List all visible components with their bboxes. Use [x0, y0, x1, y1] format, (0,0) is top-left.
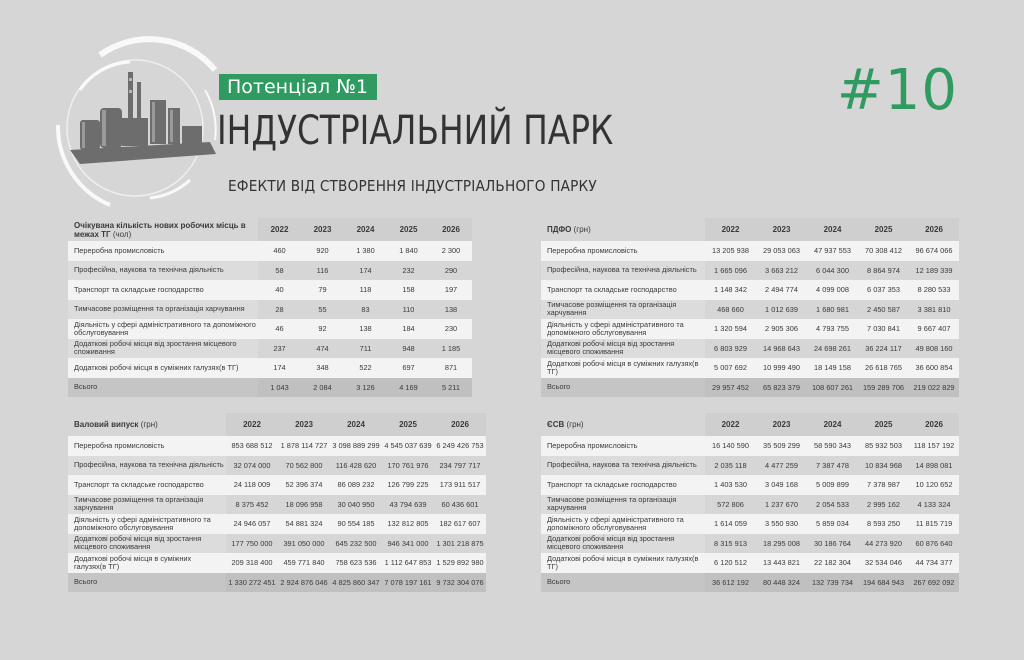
- table-row: [68, 241, 472, 261]
- page-title: ІНДУСТРІАЛЬНИЙ ПАРК: [217, 108, 614, 154]
- cell-value: 391 050 000: [278, 534, 330, 554]
- row-label: Професійна, наукова та технічна діяльність: [541, 456, 705, 476]
- cell-value: 4 545 037 639: [382, 436, 434, 456]
- cell-value: 177 750 000: [226, 534, 278, 554]
- cell-value: 70 562 800: [278, 456, 330, 476]
- year-header: 2024: [807, 218, 858, 241]
- cell-value: 232: [387, 261, 430, 281]
- jobs-table: [68, 218, 472, 397]
- year-header: 2026: [434, 413, 486, 436]
- cell-value: 10 834 968: [858, 456, 909, 476]
- row-label: Тимчасове розміщення та організація харчування: [541, 300, 705, 320]
- row-label: Транспорт та складське господарство: [68, 280, 258, 300]
- cell-value: 55: [301, 300, 344, 320]
- cell-value: 32 074 000: [226, 456, 278, 476]
- cell-value: 40: [258, 280, 301, 300]
- cell-value: 209 318 400: [226, 553, 278, 573]
- cell-value: 1 840: [387, 241, 430, 261]
- row-label: Додаткові робочі місця в суміжних галузях(в ТГ): [541, 358, 705, 378]
- cell-value: 158: [387, 280, 430, 300]
- table-row: [68, 553, 486, 573]
- cell-value: 1 878 114 727: [278, 436, 330, 456]
- total-label: Всього: [68, 573, 226, 593]
- cell-value: 459 771 840: [278, 553, 330, 573]
- table-row: [541, 280, 959, 300]
- cell-value: 3 381 810: [909, 300, 959, 320]
- table-row: [68, 339, 472, 359]
- cell-value: 83: [344, 300, 387, 320]
- cell-value: 14 898 081: [909, 456, 959, 476]
- cell-value: 1 529 892 980: [434, 553, 486, 573]
- row-label: Діяльність у сфері адміністративного та допоміжного обслуговування: [68, 319, 258, 339]
- cell-value: 6 044 300: [807, 261, 858, 281]
- row-label: Переробна промисловість: [541, 436, 705, 456]
- cell-value: 44 734 377: [909, 553, 959, 573]
- year-header: 2025: [382, 413, 434, 436]
- total-value: 2 924 876 046: [278, 573, 330, 593]
- cell-value: 946 341 000: [382, 534, 434, 554]
- table-row: [541, 553, 959, 573]
- esv-table: [541, 413, 959, 592]
- cell-value: 4 133 324: [909, 495, 959, 515]
- table-row: [68, 475, 486, 495]
- table-row: [541, 475, 959, 495]
- cell-value: 230: [430, 319, 472, 339]
- table-row: [68, 436, 486, 456]
- page-subtitle: ЕФЕКТИ ВІД СТВОРЕННЯ ІНДУСТРІАЛЬНОГО ПАРКУ: [228, 177, 597, 195]
- cell-value: 948: [387, 339, 430, 359]
- table-row: [68, 514, 486, 534]
- header-row: [541, 413, 959, 436]
- total-value: 1 043: [258, 378, 301, 398]
- year-header: 2026: [430, 218, 472, 241]
- total-value: 194 684 943: [858, 573, 909, 593]
- table-row: [541, 358, 959, 378]
- year-header: 2023: [756, 218, 807, 241]
- cell-value: 348: [301, 358, 344, 378]
- cell-value: 86 089 232: [330, 475, 382, 495]
- table-row: [541, 339, 959, 359]
- cell-value: 173 911 517: [434, 475, 486, 495]
- table-row: [68, 280, 472, 300]
- table-title-text: ЄСВ: [547, 420, 565, 429]
- cell-value: 170 761 976: [382, 456, 434, 476]
- cell-value: 4 099 008: [807, 280, 858, 300]
- row-label: Транспорт та складське господарство: [541, 280, 705, 300]
- row-label: Додаткові робочі місця від зростання місцевого споживання: [68, 339, 258, 359]
- row-label: Діяльність у сфері адміністративного та допоміжного обслуговування: [541, 514, 705, 534]
- cell-value: 2 054 533: [807, 495, 858, 515]
- year-header: 2025: [387, 218, 430, 241]
- cell-value: 4 477 259: [756, 456, 807, 476]
- cell-value: 36 600 854: [909, 358, 959, 378]
- table-row: [68, 534, 486, 554]
- page-number: #10: [836, 58, 958, 123]
- total-value: 80 448 324: [756, 573, 807, 593]
- cell-value: 30 186 764: [807, 534, 858, 554]
- table-row: [541, 456, 959, 476]
- row-label: Тимчасове розміщення та організація харчування: [68, 300, 258, 320]
- total-value: 29 957 452: [705, 378, 756, 398]
- total-value: 219 022 829: [909, 378, 959, 398]
- cell-value: 10 120 652: [909, 475, 959, 495]
- year-header: 2026: [909, 413, 959, 436]
- cell-value: 116 428 620: [330, 456, 382, 476]
- year-header: 2022: [705, 218, 756, 241]
- cell-value: 5 009 899: [807, 475, 858, 495]
- cell-value: 126 799 225: [382, 475, 434, 495]
- cell-value: 58 590 343: [807, 436, 858, 456]
- cell-value: 60 436 601: [434, 495, 486, 515]
- cell-value: 197: [430, 280, 472, 300]
- table-row: [68, 358, 472, 378]
- cell-value: 1 320 594: [705, 319, 756, 339]
- cell-value: 853 688 512: [226, 436, 278, 456]
- table-row: [541, 436, 959, 456]
- total-value: 3 126: [344, 378, 387, 398]
- cell-value: 14 968 643: [756, 339, 807, 359]
- cell-value: 13 205 938: [705, 241, 756, 261]
- cell-value: 1 380: [344, 241, 387, 261]
- total-value: 132 739 734: [807, 573, 858, 593]
- cell-value: 138: [344, 319, 387, 339]
- row-label: Транспорт та складське господарство: [541, 475, 705, 495]
- cell-value: 118: [344, 280, 387, 300]
- cell-value: 116: [301, 261, 344, 281]
- cell-value: 237: [258, 339, 301, 359]
- table-title-text: Очікувана кількість нових робочих місць в межах ТГ: [74, 220, 246, 239]
- row-label: Додаткові робочі місця в суміжних галузях(в ТГ): [68, 553, 226, 573]
- cell-value: 36 224 117: [858, 339, 909, 359]
- row-label: Додаткові робочі місця в суміжних галузях(в ТГ): [68, 358, 258, 378]
- cell-value: 2 035 118: [705, 456, 756, 476]
- total-value: 4 169: [387, 378, 430, 398]
- table-row: [68, 300, 472, 320]
- cell-value: 5 007 692: [705, 358, 756, 378]
- table-unit: (грн): [140, 420, 158, 429]
- table-title: [68, 413, 226, 436]
- cell-value: 7 378 987: [858, 475, 909, 495]
- row-label: Додаткові робочі місця від зростання місцевого споживання: [541, 339, 705, 359]
- cell-value: 6 803 929: [705, 339, 756, 359]
- row-label: Тимчасове розміщення та організація харчування: [68, 495, 226, 515]
- cell-value: 46: [258, 319, 301, 339]
- year-header: 2023: [278, 413, 330, 436]
- cell-value: 49 808 160: [909, 339, 959, 359]
- table-title: [541, 218, 705, 241]
- cell-value: 58: [258, 261, 301, 281]
- total-row: [541, 573, 959, 593]
- cell-value: 96 674 066: [909, 241, 959, 261]
- row-label: Переробна промисловість: [68, 241, 258, 261]
- cell-value: 90 554 185: [330, 514, 382, 534]
- year-header: 2022: [226, 413, 278, 436]
- total-value: 65 823 379: [756, 378, 807, 398]
- year-header: 2026: [909, 218, 959, 241]
- year-header: 2023: [301, 218, 344, 241]
- cell-value: 26 618 765: [858, 358, 909, 378]
- row-label: Додаткові робочі місця в суміжних галузях(в ТГ): [541, 553, 705, 573]
- row-label: Переробна промисловість: [541, 241, 705, 261]
- year-header: 2022: [705, 413, 756, 436]
- cell-value: 1 665 096: [705, 261, 756, 281]
- cell-value: 3 098 889 299: [330, 436, 382, 456]
- cell-value: 28: [258, 300, 301, 320]
- cell-value: 2 450 587: [858, 300, 909, 320]
- industrial-plant-icon: [40, 30, 240, 220]
- table-row: [68, 261, 472, 281]
- cell-value: 182 617 607: [434, 514, 486, 534]
- cell-value: 12 189 339: [909, 261, 959, 281]
- table-title: [68, 218, 258, 241]
- table-row: [68, 495, 486, 515]
- cell-value: 8 593 250: [858, 514, 909, 534]
- table-row: [68, 456, 486, 476]
- cell-value: 6 120 512: [705, 553, 756, 573]
- row-label: Діяльність у сфері адміністративного та допоміжного обслуговування: [68, 514, 226, 534]
- total-value: 108 607 261: [807, 378, 858, 398]
- total-value: 2 084: [301, 378, 344, 398]
- total-row: [541, 378, 959, 398]
- year-header: 2022: [258, 218, 301, 241]
- cell-value: 18 149 158: [807, 358, 858, 378]
- cell-value: 35 509 299: [756, 436, 807, 456]
- cell-value: 645 232 500: [330, 534, 382, 554]
- total-value: 1 330 272 451: [226, 573, 278, 593]
- row-label: Додаткові робочі місця від зростання місцевого споживання: [541, 534, 705, 554]
- cell-value: 920: [301, 241, 344, 261]
- total-row: [68, 573, 486, 593]
- table-row: [541, 319, 959, 339]
- gross-output-table: [68, 413, 486, 592]
- cell-value: 1 680 981: [807, 300, 858, 320]
- cell-value: 132 812 805: [382, 514, 434, 534]
- row-label: Додаткові робочі місця від зростання місцевого споживання: [68, 534, 226, 554]
- cell-value: 184: [387, 319, 430, 339]
- cell-value: 2 995 162: [858, 495, 909, 515]
- total-label: Всього: [541, 378, 705, 398]
- cell-value: 1 012 639: [756, 300, 807, 320]
- year-header: 2025: [858, 413, 909, 436]
- cell-value: 29 053 063: [756, 241, 807, 261]
- table-row: [541, 534, 959, 554]
- total-row: [68, 378, 472, 398]
- row-label: Професійна, наукова та технічна діяльність: [68, 456, 226, 476]
- row-label: Професійна, наукова та технічна діяльність: [68, 261, 258, 281]
- cell-value: 460: [258, 241, 301, 261]
- total-value: 159 289 706: [858, 378, 909, 398]
- cell-value: 7 387 478: [807, 456, 858, 476]
- cell-value: 54 881 324: [278, 514, 330, 534]
- total-value: 36 612 192: [705, 573, 756, 593]
- cell-value: 110: [387, 300, 430, 320]
- cell-value: 6 037 353: [858, 280, 909, 300]
- year-header: 2024: [807, 413, 858, 436]
- table-title-text: Валовий випуск: [74, 420, 139, 429]
- cell-value: 174: [258, 358, 301, 378]
- cell-value: 85 932 503: [858, 436, 909, 456]
- cell-value: 9 667 407: [909, 319, 959, 339]
- table-row: [541, 300, 959, 320]
- table-unit: (грн): [566, 420, 584, 429]
- cell-value: 10 999 490: [756, 358, 807, 378]
- cell-value: 16 140 590: [705, 436, 756, 456]
- total-value: 7 078 197 161: [382, 573, 434, 593]
- cell-value: 138: [430, 300, 472, 320]
- cell-value: 572 806: [705, 495, 756, 515]
- table-row: [541, 241, 959, 261]
- table-unit: (грн): [573, 225, 591, 234]
- cell-value: 1 148 342: [705, 280, 756, 300]
- cell-value: 92: [301, 319, 344, 339]
- cell-value: 1 614 059: [705, 514, 756, 534]
- cell-value: 8 864 974: [858, 261, 909, 281]
- header-row: [68, 413, 486, 436]
- cell-value: 11 815 719: [909, 514, 959, 534]
- cell-value: 697: [387, 358, 430, 378]
- cell-value: 43 794 639: [382, 495, 434, 515]
- cell-value: 24 946 057: [226, 514, 278, 534]
- year-header: 2024: [330, 413, 382, 436]
- total-label: Всього: [68, 378, 258, 398]
- cell-value: 18 295 008: [756, 534, 807, 554]
- potential-badge: Потенціал №1: [219, 74, 377, 100]
- cell-value: 1 301 218 875: [434, 534, 486, 554]
- cell-value: 8 315 913: [705, 534, 756, 554]
- cell-value: 1 403 530: [705, 475, 756, 495]
- cell-value: 8 375 452: [226, 495, 278, 515]
- cell-value: 24 698 261: [807, 339, 858, 359]
- row-label: Транспорт та складське господарство: [68, 475, 226, 495]
- cell-value: 118 157 192: [909, 436, 959, 456]
- cell-value: 3 550 930: [756, 514, 807, 534]
- row-label: Діяльність у сфері адміністративного та допоміжного обслуговування: [541, 319, 705, 339]
- cell-value: 24 118 009: [226, 475, 278, 495]
- year-header: 2023: [756, 413, 807, 436]
- cell-value: 2 300: [430, 241, 472, 261]
- table-row: [68, 319, 472, 339]
- row-label: Професійна, наукова та технічна діяльність: [541, 261, 705, 281]
- total-value: 9 732 304 076: [434, 573, 486, 593]
- cell-value: 871: [430, 358, 472, 378]
- cell-value: 52 396 374: [278, 475, 330, 495]
- cell-value: 1 185: [430, 339, 472, 359]
- cell-value: 70 308 412: [858, 241, 909, 261]
- pdfo-table: [541, 218, 959, 397]
- cell-value: 32 534 046: [858, 553, 909, 573]
- header-row: [68, 218, 472, 241]
- table-title: [541, 413, 705, 436]
- cell-value: 30 040 950: [330, 495, 382, 515]
- cell-value: 8 280 533: [909, 280, 959, 300]
- cell-value: 1 112 647 853: [382, 553, 434, 573]
- cell-value: 5 859 034: [807, 514, 858, 534]
- row-label: Тимчасове розміщення та організація харчування: [541, 495, 705, 515]
- cell-value: 234 797 717: [434, 456, 486, 476]
- table-row: [541, 261, 959, 281]
- cell-value: 1 237 670: [756, 495, 807, 515]
- cell-value: 522: [344, 358, 387, 378]
- total-value: 5 211: [430, 378, 472, 398]
- cell-value: 7 030 841: [858, 319, 909, 339]
- cell-value: 3 049 168: [756, 475, 807, 495]
- cell-value: 4 793 755: [807, 319, 858, 339]
- cell-value: 47 937 553: [807, 241, 858, 261]
- year-header: 2024: [344, 218, 387, 241]
- table-unit: (чол): [112, 229, 132, 239]
- cell-value: 13 443 821: [756, 553, 807, 573]
- cell-value: 44 273 920: [858, 534, 909, 554]
- year-header: 2025: [858, 218, 909, 241]
- cell-value: 711: [344, 339, 387, 359]
- cell-value: 2 494 774: [756, 280, 807, 300]
- total-label: Всього: [541, 573, 705, 593]
- row-label: Переробна промисловість: [68, 436, 226, 456]
- header-row: [541, 218, 959, 241]
- total-value: 4 825 860 347: [330, 573, 382, 593]
- cell-value: 60 876 640: [909, 534, 959, 554]
- cell-value: 474: [301, 339, 344, 359]
- cell-value: 468 660: [705, 300, 756, 320]
- table-row: [541, 514, 959, 534]
- cell-value: 2 905 306: [756, 319, 807, 339]
- cell-value: 758 623 536: [330, 553, 382, 573]
- cell-value: 3 663 212: [756, 261, 807, 281]
- cell-value: 290: [430, 261, 472, 281]
- table-title-text: ПДФО: [547, 225, 572, 234]
- total-value: 267 692 092: [909, 573, 959, 593]
- table-row: [541, 495, 959, 515]
- cell-value: 6 249 426 753: [434, 436, 486, 456]
- cell-value: 22 182 304: [807, 553, 858, 573]
- cell-value: 18 096 958: [278, 495, 330, 515]
- cell-value: 174: [344, 261, 387, 281]
- cell-value: 79: [301, 280, 344, 300]
